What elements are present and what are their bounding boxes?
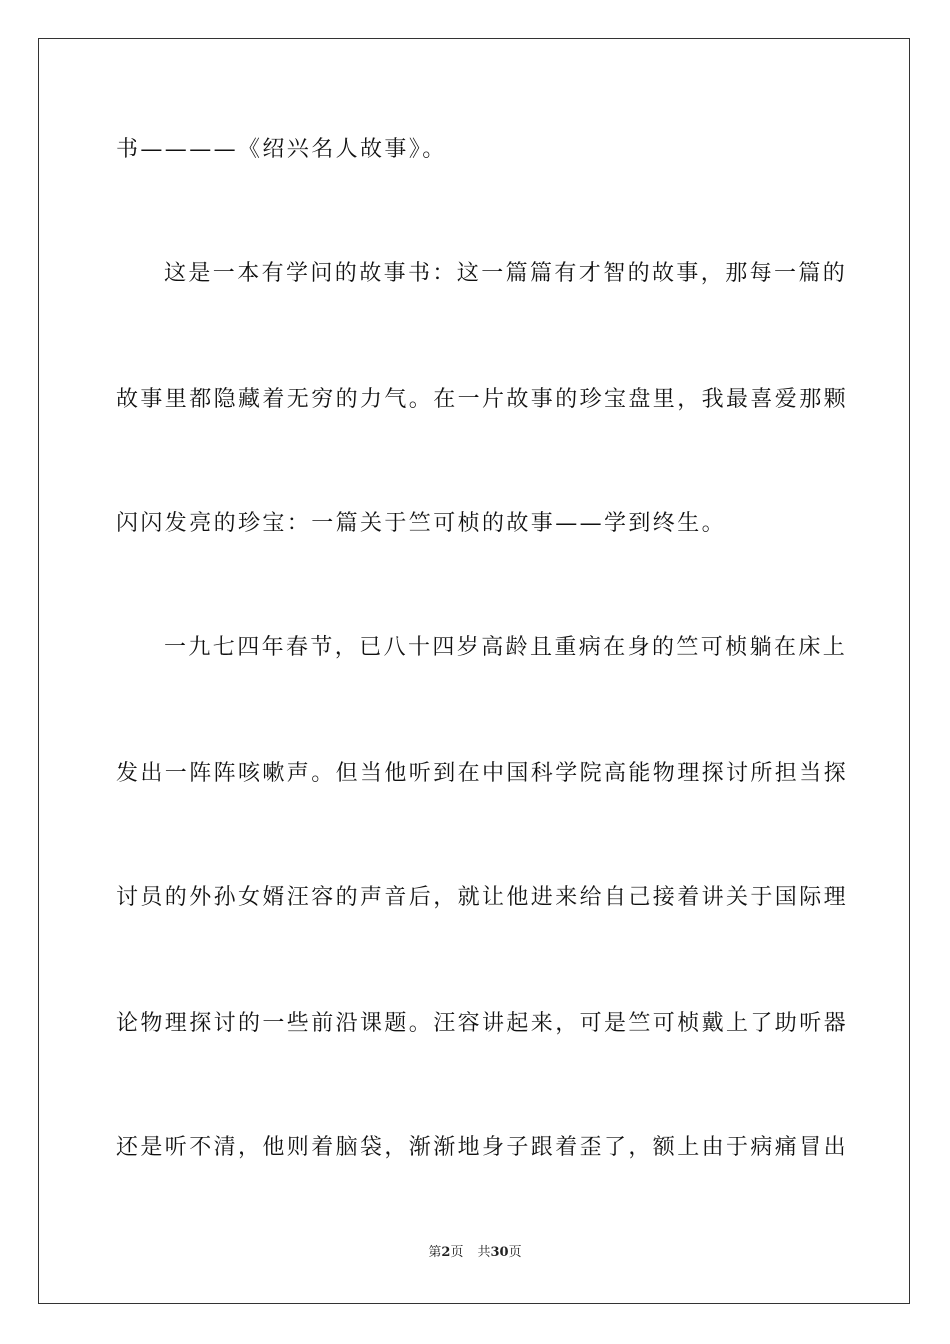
text-line-3: 故事里都隐藏着无穷的力气。在一片故事的珍宝盘里，我最喜爱那颗 xyxy=(116,387,849,412)
page-footer xyxy=(0,1245,950,1261)
page-suffix: 页 xyxy=(450,1245,464,1260)
total-suffix: 页 xyxy=(508,1245,522,1260)
total-prefix: 共 xyxy=(477,1245,491,1260)
text-line-8: 论物理探讨的一些前沿课题。汪容讲起来，可是竺可桢戴上了助听器 xyxy=(116,1011,849,1036)
text-line-6: 发出一阵阵咳嗽声。但当他听到在中国科学院高能物理探讨所担当探 xyxy=(116,761,849,786)
text-line-4: 闪闪发亮的珍宝：一篇关于竺可桢的故事——学到终生。 xyxy=(116,511,727,536)
page-prefix: 第 xyxy=(428,1245,442,1260)
page-border xyxy=(38,38,910,1304)
text-line-7: 讨员的外孙女婿汪容的声音后，就让他进来给自己接着讲关于国际理 xyxy=(116,885,849,910)
total-pages: 30 xyxy=(490,1245,509,1260)
text-line-9: 还是听不清，他则着脑袋，渐渐地身子跟着歪了，额上由于病痛冒出 xyxy=(116,1135,849,1160)
text-line-1: 书————《绍兴名人故事》。 xyxy=(116,137,447,162)
page-number: 2 xyxy=(441,1245,451,1260)
text-line-5: 一九七四年春节，已八十四岁高龄且重病在身的竺可桢躺在床上 xyxy=(164,635,848,660)
text-line-2: 这是一本有学问的故事书：这一篇篇有才智的故事，那每一篇的 xyxy=(164,261,848,286)
